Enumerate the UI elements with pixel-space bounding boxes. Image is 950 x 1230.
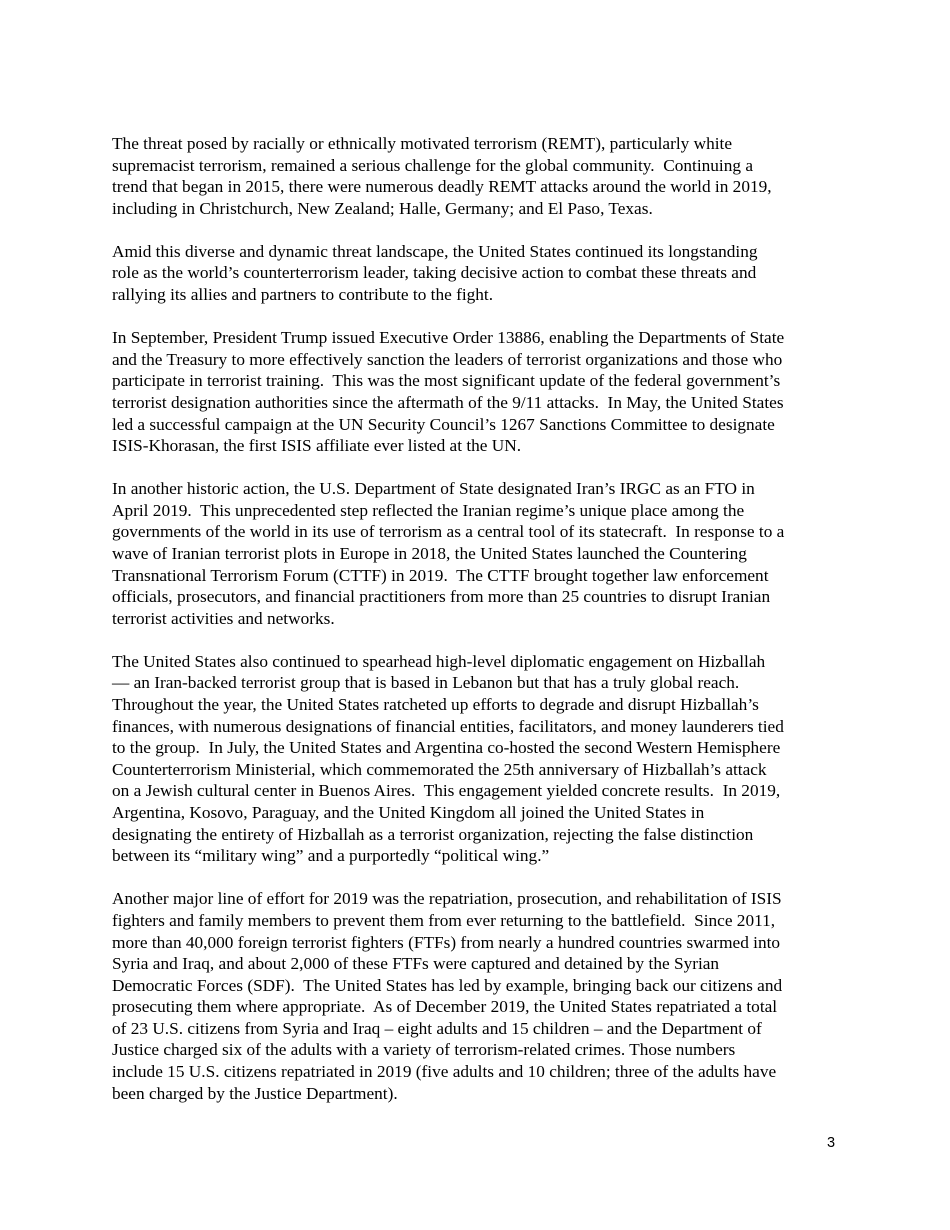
- text-line: on a Jewish cultural center in Buenos Aires. This engagement yielded concrete results. In 2019,: [112, 781, 781, 801]
- text-line: and the Treasury to more effectively sanction the leaders of terrorist organizations and those who: [112, 349, 783, 369]
- text-line: governments of the world in its use of terrorism as a central tool of its statecraft. In response to a: [112, 522, 785, 542]
- text-line: In September, President Trump issued Executive Order 13886, enabling the Departments of State: [112, 328, 785, 348]
- text-line: The threat posed by racially or ethnically motivated terrorism (REMT), particularly white: [112, 134, 732, 153]
- text-line: prosecuting them where appropriate. As of December 2019, the United States repatriated a total: [112, 997, 778, 1017]
- text-line: terrorist activities and networks.: [112, 608, 335, 628]
- text-line: Amid this diverse and dynamic threat landscape, the United States continued its longstanding: [112, 241, 758, 261]
- text-line: April 2019. This unprecedented step reflected the Iranian regime’s unique place among the: [112, 500, 745, 520]
- text-line: Syria and Iraq, and about 2,000 of these FTFs were captured and detained by the Syrian: [112, 954, 720, 974]
- text-line: Democratic Forces (SDF). The United States has led by example, bringing back our citizens and: [112, 975, 783, 995]
- text-line: The United States also continued to spearhead high-level diplomatic engagement on Hizballah: [112, 651, 766, 671]
- text-line: In another historic action, the U.S. Department of State designated Iran’s IRGC as an FTO in: [112, 479, 755, 499]
- text-line: Argentina, Kosovo, Paraguay, and the United Kingdom all joined the United States in: [112, 803, 705, 823]
- text-line: rallying its allies and partners to contribute to the fight.: [112, 285, 494, 305]
- text-line: led a successful campaign at the UN Security Council’s 1267 Sanctions Committee to designate: [112, 414, 775, 434]
- text-line: Another major line of effort for 2019 was the repatriation, prosecution, and rehabilitation of ISIS: [112, 889, 782, 909]
- text-line: of 23 U.S. citizens from Syria and Iraq – eight adults and 15 children – and the Department of: [112, 1018, 762, 1038]
- paragraph-threat-landscape: [112, 241, 840, 306]
- paragraph-remt-threat: [112, 133, 840, 219]
- text-line: including in Christchurch, New Zealand; Halle, Germany; and El Paso, Texas.: [112, 198, 653, 218]
- paragraph-hizballah: [112, 651, 840, 867]
- text-line: terrorist designation authorities since the aftermath of the 9/11 attacks. In May, the United States: [112, 392, 784, 412]
- text-line: to the group. In July, the United States and Argentina co-hosted the second Western Hemisphere: [112, 738, 781, 758]
- text-line: — an Iran-backed terrorist group that is based in Lebanon but that has a truly global reach.: [112, 673, 740, 693]
- text-line: Throughout the year, the United States ratcheted up efforts to degrade and disrupt Hizballah’s: [112, 695, 759, 715]
- page-number: 3: [827, 1135, 836, 1151]
- text-line: include 15 U.S. citizens repatriated in 2019 (five adults and 10 children; three of the adults have: [112, 1062, 777, 1082]
- text-line: Transnational Terrorism Forum (CTTF) in 2019. The CTTF brought together law enforcement: [112, 565, 769, 585]
- text-line: wave of Iranian terrorist plots in Europe in 2018, the United States launched the Countering: [112, 544, 747, 563]
- text-line: more than 40,000 foreign terrorist fighters (FTFs) from nearly a hundred countries swarmed into: [112, 932, 781, 952]
- text-line: Justice charged six of the adults with a variety of terrorism-related crimes. Those numbers: [112, 1040, 736, 1060]
- text-line: designating the entirety of Hizballah as a terrorist organization, rejecting the false distinction: [112, 824, 754, 844]
- paragraph-executive-order: [112, 327, 840, 457]
- text-line: finances, with numerous designations of financial entities, facilitators, and money launderers tied: [112, 716, 784, 736]
- text-line: ISIS-Khorasan, the first ISIS affiliate ever listed at the UN.: [112, 436, 522, 456]
- text-line: officials, prosecutors, and financial practitioners from more than 25 countries to disrupt Iranian: [112, 587, 771, 607]
- text-line: Counterterrorism Ministerial, which commemorated the 25th anniversary of Hizballah’s attack: [112, 759, 767, 779]
- paragraph-irgc-designation: [112, 478, 840, 629]
- text-line: fighters and family members to prevent them from ever returning to the battlefield. Since 2011,: [112, 910, 776, 930]
- text-line: supremacist terrorism, remained a serious challenge for the global community. Continuing a: [112, 155, 753, 175]
- document-body: [112, 133, 840, 1126]
- text-line: been charged by the Justice Department).: [112, 1083, 398, 1103]
- paragraph-repatriation: [112, 888, 840, 1104]
- text-line: role as the world’s counterterrorism leader, taking decisive action to combat these threats and: [112, 263, 757, 283]
- text-line: trend that began in 2015, there were numerous deadly REMT attacks around the world in 2019,: [112, 177, 772, 197]
- text-line: between its “military wing” and a purportedly “political wing.”: [112, 846, 550, 866]
- text-line: participate in terrorist training. This was the most significant update of the federal government’s: [112, 371, 781, 391]
